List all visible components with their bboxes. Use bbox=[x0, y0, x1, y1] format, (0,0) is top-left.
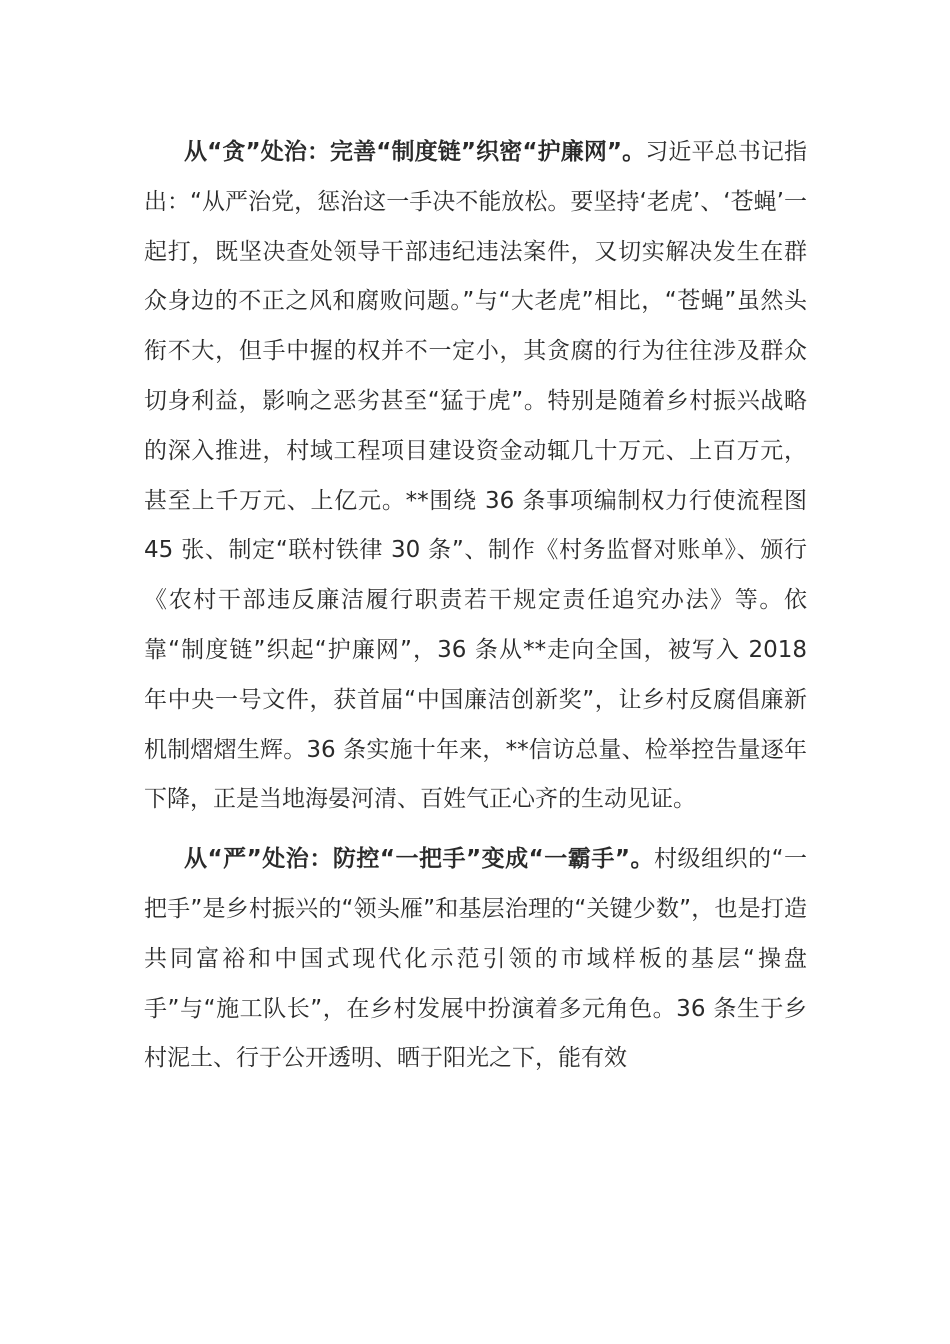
paragraph-1-text: 习近平总书记指出：“从严治党，惩治这一手决不能放松。要坚持‘老虎’、‘苍蝇’一起打，既坚决查处领导干部违纪违法案件，又切实解决发生在群众身边的不正之风和腐败问题。”与“大老虎”相比，“苍蝇”虽然头衔不大，但手中握的权并不一定小，其贪腐的行为往往涉及群众切身利益，影响之恶劣甚至“猛于虎”。特别是随着乡村振兴战略的深入推进，村域工程项目建设资金动辄几十万元、上百万元，甚至上千万元、上亿元。**围绕 36 条事项编制权力行使流程图 45 张、制定“联村铁律 30 条”、制作《村务监督对账单》、颁行《农村干部违反廉洁履行职责若干规定责任追究办法》等。依靠“制度链”织起“护廉网”，36 条从**走向全国，被写入 2018 年中央一号文件，获首届“中国廉洁创新奖”，让乡村反腐倡廉新机制熠熠生辉。36 条实施十年来，**信访总量、检举控告量逐年下降，正是当地海晏河清、百姓气正心齐的生动见证。 bbox=[144, 139, 808, 813]
paragraph-2 bbox=[144, 835, 807, 1084]
paragraph-1 bbox=[144, 128, 807, 825]
paragraph-2-text: 村级组织的“一把手”是乡村振兴的“领头雁”和基层治理的“关键少数”，也是打造共同富裕和中国式现代化示范引领的市域样板的基层“操盘手”与“施工队长”，在乡村发展中扮演着多元角色。36 条生于乡村泥土、行于公开透明、晒于阳光之下，能有效 bbox=[144, 846, 807, 1072]
paragraph-2-heading: 从“严”处治：防控“一把手”变成“一霸手”。 bbox=[184, 846, 654, 873]
document-body bbox=[144, 128, 807, 1084]
paragraph-1-heading: 从“贪”处治：完善“制度链”织密“护廉网”。 bbox=[184, 139, 646, 165]
